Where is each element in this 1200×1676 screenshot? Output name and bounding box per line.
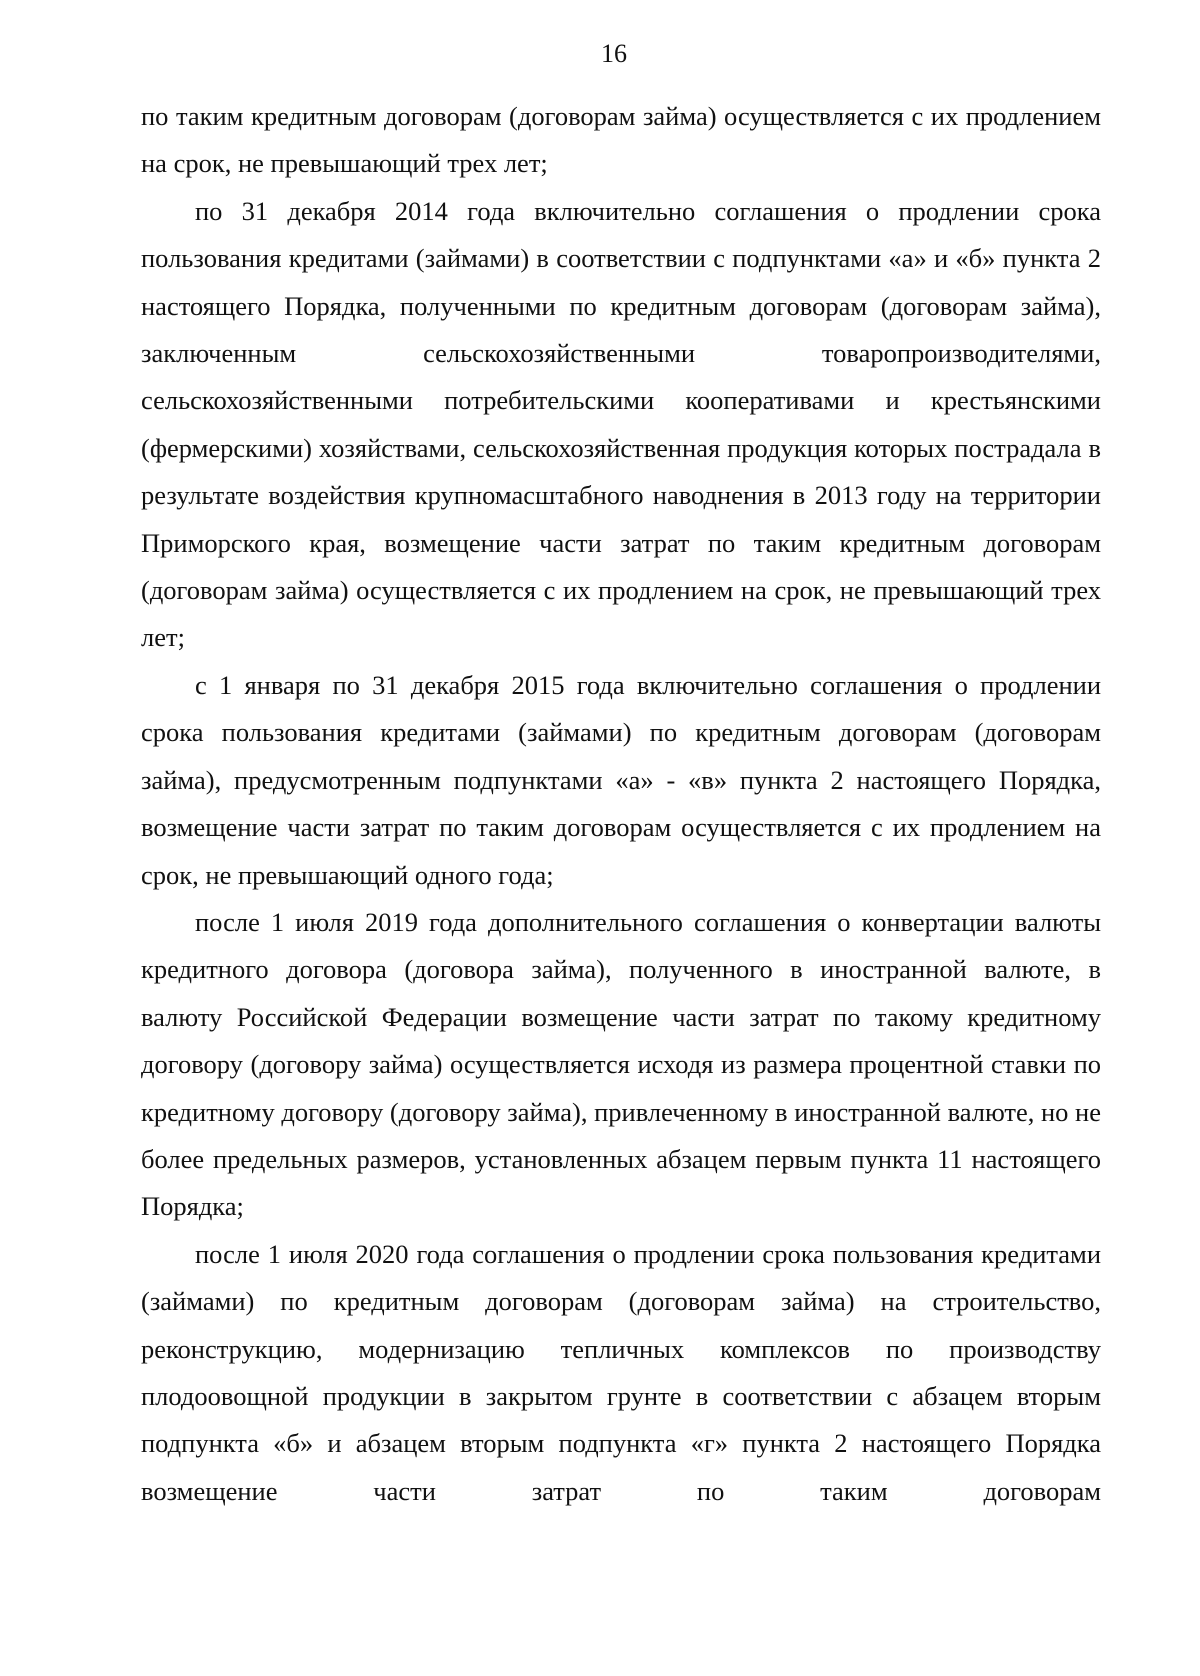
page-number: 16 bbox=[601, 39, 627, 68]
paragraph-2014-extension: по 31 декабря 2014 года включительно соглашения о продлении срока пользования кредитами (займами) в соответствии с подпунктами «а» и «б» пункта 2 настоящего Порядка, полученными по кредитным договорам (договорам займа), заключенным сельскохозяйственными товаропроизводителями, сельскохозяйственными потребительскими кооперативами и крестьянскими (фермерскими) хозяйствами, сельскохозяйственная продукция которых пострадала в результате воздействия крупномасштабного наводнения в 2013 году на территории Приморского края, возмещение части затрат по таким кредитным договорам (договорам займа) осуществляется с их продлением на срок, не превышающий трех лет; bbox=[141, 195, 1101, 653]
paragraph-continuation: по таким кредитным договорам (договорам займа) осуществляется с их продлением на срок, не превышающий трех лет; bbox=[141, 101, 1101, 179]
paragraph-2015-extension: с 1 января по 31 декабря 2015 года включительно соглашения о продлении срока пользования кредитами (займами) по кредитным договорам (договорам займа), предусмотренным подпунктами «а» - «в» пункта 2 настоящего Порядка, возмещение части затрат по таким договорам осуществляется с их продлением на срок, не превышающий одного года; bbox=[141, 669, 1101, 890]
paragraph-2020-greenhouse-extension: после 1 июля 2020 года соглашения о продлении срока пользования кредитами (займами) по кредитным договорам (договорам займа) на строительство, реконструкцию, модернизацию тепличных комплексов по производству плодоовощной продукции в закрытом грунте в соответствии с абзацем вторым подпункта «б» и абзацем вторым подпункта «г» пункта 2 настоящего Порядка возмещение части затрат по таким договорам bbox=[141, 1238, 1101, 1506]
paragraph-2019-currency-conversion: после 1 июля 2019 года дополнительного соглашения о конвертации валюты кредитного договора (договора займа), полученного в иностранной валюте, в валюту Российской Федерации возмещение части затрат по такому кредитному договору (договору займа) осуществляется исходя из размера процентной ставки по кредитному договору (договору займа), привлеченному в иностранной валюте, но не более предельных размеров, установленных абзацем первым пункта 11 настоящего Порядка; bbox=[141, 906, 1101, 1222]
document-body bbox=[141, 93, 1101, 1515]
